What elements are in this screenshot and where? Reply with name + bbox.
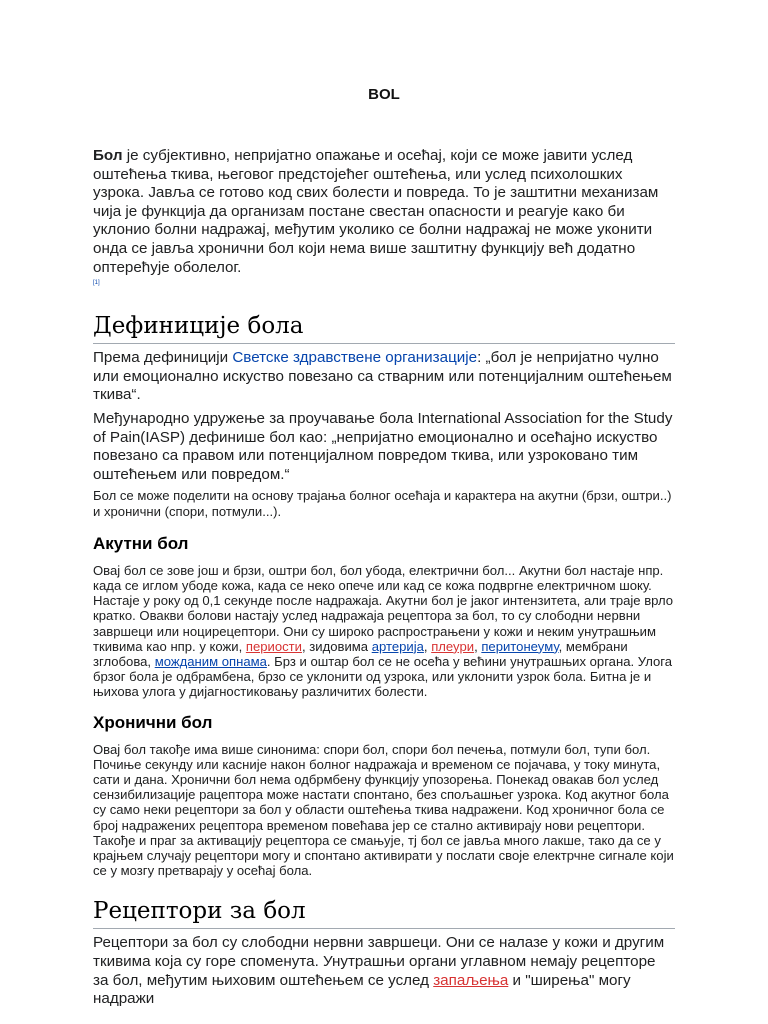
receptors-paragraph (93, 934, 675, 1008)
definitions-paragraph-1 (93, 349, 675, 405)
acute-text: Овај бол се зове још и брзи, оштри бол, бол убода, електрични бол... Акутни бол настаје нпр. када се иглом убоде кожа, када се неко опече или кад се кожа подвргне електричном шоку. Настаје у року од 0,1 секунде после надражаја. Акутни бол је јаког интензитета, али траје врло кратко. Овакви болови настају услед надражаја рецептора за бол, то су слободни нервни завршеци или ноцирецептори. Они су широко распрострањени у кожи и неким унутрашњим ткивима као нпр. у кожи, (93, 562, 674, 654)
acute-text: , зидовима (301, 638, 372, 654)
intro-paragraph (93, 147, 675, 287)
article-content (93, 147, 675, 1009)
link-mozdane-opne[interactable]: можданим опнама (154, 653, 267, 669)
acute-text: . Брз и оштар бол се не осећа у већини унутрашњих органа. Улога брзог бола је одбрамбена, брзо се уклонити од узрока, или уклонити узрок бола. Битна је и њихова улога у дијагностиковању различитих болести. (93, 653, 673, 700)
acute-text: , (474, 638, 482, 654)
definitions-text: : „бол је непријатно чулно или емоционално искуство повезано са стварним или потенцијалним оштећењем ткива“. (93, 349, 672, 404)
chronic-paragraph: Овај бол такође има више синонима: спори бол, спори бол печења, потмули бол, тупи бол. Почиње секунду или касније након болног надражаја и временом се појачава, у току минута, сати и дана. Хронични бол нема одбрмбену функцију упозорења. Понекад овакав бол услед сензибилизације рацептора може настати спонтано, без спољашњег узрока. Код акутног бола су само неки рецептори за бол у области оштећења ткива надражени. Код хроничног бола се број надражених рецептора временом повећава јер се стално активирају нови рецептори. Такође и праг за активацију рецептора се смањује, тј бол се јавља много лакше, тако да се у крајњем случају рецептори могу и спонтано активирати у послати своје електрчне сигнале који се у мозгу претварају у осећај бола. (93, 741, 674, 879)
definitions-paragraph-2: Међународно удружење за проучавање бола International Association for the Study of Pain(IASP) дефинише бол као: „непријатно емоционално и осећајно искуство повезано са правом или потенцијалном повредом ткива, или узроковано тим оштећењем или повредом.“ (93, 409, 673, 483)
link-arterija[interactable]: артерија (371, 638, 424, 654)
heading-definitions: Дефиниције бола (93, 311, 675, 344)
receptors-text: Рецептори за бол су слободни нервни завршеци. Они се налазе у кожи и другим ткивима која су горе споменута. Унутрашњи органи углавном немају рецепторе за бол, међутим њиховим оштећењем се услед (93, 934, 665, 989)
intro-text: је субјективно, непријатно опажање и осећај, који се може јавити услед оштећења ткива, његовог предстојећег оштећења, или услед психолошких узрока. Јавља се готово код свих болести и повреда. То је заштитни механизам чија је функција да организам постане свестан опасности и реагује како би уклонио болни надражај, међутим уколико се болни надражај не може уконити онда се јавља хронични бол који нема више заштитну функцију већ додатно оптерећује оболелог. (93, 147, 659, 276)
intro-bold-term: Бол (93, 147, 123, 164)
acute-paragraph (93, 563, 675, 700)
link-pleuri[interactable]: плеури (431, 638, 475, 654)
acute-text: , (423, 638, 432, 654)
acute-text: , мембрани зглобова, (93, 638, 628, 669)
link-who[interactable]: Светске здравствене организације (232, 349, 478, 367)
heading-chronic-pain: Хронични бол (93, 712, 213, 732)
link-peritoneum[interactable]: перитонеуму (481, 638, 559, 654)
document-title: BOL (368, 86, 400, 103)
definitions-text: Према дефиницији (93, 349, 233, 367)
heading-acute-pain: Акутни бол (93, 533, 189, 553)
definitions-paragraph-3: Бол се може поделити на основу трајања болног осећаја и карактера на акутни (брзи, оштри..) и хронични (спори, потмули...). (93, 488, 672, 519)
heading-receptors: Рецептори за бол (93, 896, 675, 929)
link-zapaljenja[interactable]: запаљења (433, 971, 509, 989)
reference-link[interactable]: [1] (93, 280, 100, 287)
receptors-text: и "ширења" могу надражи (93, 971, 631, 1008)
link-periosti[interactable]: периости (245, 638, 302, 654)
